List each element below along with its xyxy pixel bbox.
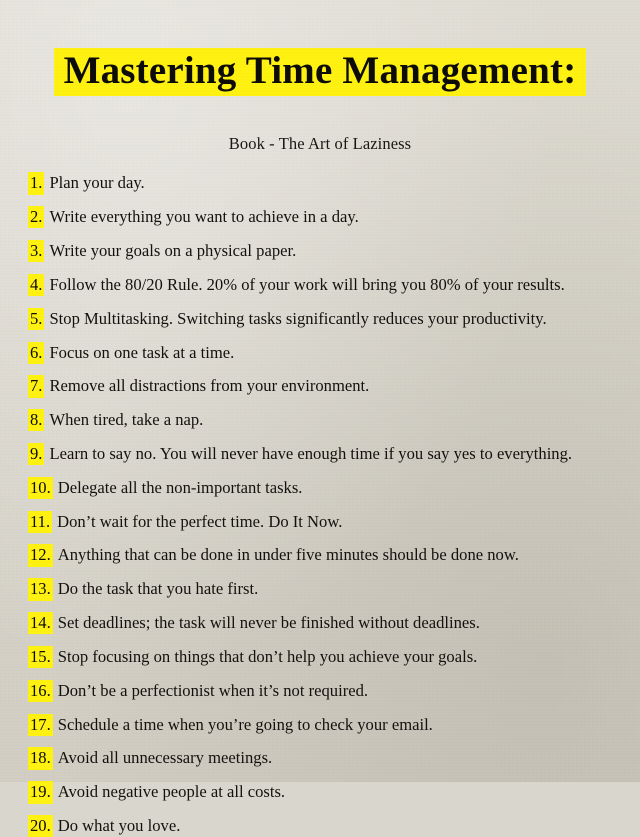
list-item-text: Write everything you want to achieve in a day.	[49, 207, 359, 227]
list-item-text: Avoid negative people at all costs.	[57, 782, 286, 802]
list-item	[28, 680, 614, 702]
list-item-number: 19.	[28, 781, 53, 803]
list-item	[28, 747, 614, 769]
list-item-text: Anything that can be done in under five minutes should be done now.	[57, 545, 519, 565]
list-item	[28, 477, 614, 499]
list-item-number: 14.	[28, 612, 53, 634]
list-item-number: 8.	[28, 409, 44, 431]
list-item-text: Write your goals on a physical paper.	[49, 241, 297, 261]
list-item	[28, 815, 614, 837]
list-item-number: 6.	[28, 342, 44, 364]
list-item-number: 11.	[28, 511, 52, 533]
list-item-text: Stop focusing on things that don’t help you achieve your goals.	[57, 646, 478, 666]
list-item	[28, 240, 614, 262]
list-item	[28, 578, 614, 600]
page-title: Mastering Time Management:	[54, 48, 587, 96]
list-item-text: Do the task that you hate first.	[57, 579, 259, 599]
list-item-text: Follow the 80/20 Rule. 20% of your work will bring you 80% of your results.	[49, 274, 565, 294]
list-item	[28, 714, 614, 736]
tips-list	[14, 172, 626, 837]
list-item-number: 16.	[28, 680, 53, 702]
list-item	[28, 781, 614, 803]
list-item	[28, 375, 614, 397]
list-item	[28, 172, 614, 194]
list-item	[28, 342, 614, 364]
list-item-text: Delegate all the non-important tasks.	[57, 477, 303, 497]
page-subtitle: Book - The Art of Laziness	[228, 134, 412, 154]
list-item-text: Avoid all unnecessary meetings.	[57, 748, 273, 768]
list-item	[28, 274, 614, 296]
list-item-number: 9.	[28, 443, 44, 465]
list-item	[28, 646, 614, 668]
list-item	[28, 409, 614, 431]
list-item	[28, 308, 614, 330]
list-item-text: Set deadlines; the task will never be finished without deadlines.	[57, 613, 480, 633]
list-item-text: Don’t wait for the perfect time. Do It Now.	[57, 511, 343, 531]
list-item-number: 18.	[28, 747, 53, 769]
list-item-number: 2.	[28, 206, 44, 228]
title-container	[14, 22, 626, 122]
list-item-text: Don’t be a perfectionist when it’s not required.	[57, 680, 369, 700]
list-item-number: 7.	[28, 375, 44, 397]
list-item-text: Do what you love.	[57, 816, 181, 836]
list-item-text: Focus on one task at a time.	[49, 342, 235, 362]
list-item-text: Remove all distractions from your environment.	[49, 376, 370, 396]
list-item-text: Plan your day.	[49, 173, 145, 193]
list-item-number: 3.	[28, 240, 44, 262]
list-item-number: 1.	[28, 172, 44, 194]
list-item-number: 10.	[28, 477, 53, 499]
list-item-text: When tired, take a nap.	[49, 410, 204, 430]
list-item-number: 5.	[28, 308, 44, 330]
list-item-number: 17.	[28, 714, 53, 736]
list-item	[28, 544, 614, 566]
list-item	[28, 443, 614, 465]
list-item-number: 15.	[28, 646, 53, 668]
list-item-number: 4.	[28, 274, 44, 296]
list-item-number: 13.	[28, 578, 53, 600]
list-item-text: Schedule a time when you’re going to check your email.	[57, 714, 433, 734]
list-item	[28, 612, 614, 634]
list-item-text: Stop Multitasking. Switching tasks significantly reduces your productivity.	[49, 308, 547, 328]
list-item-text: Learn to say no. You will never have enough time if you say yes to everything.	[49, 443, 573, 463]
list-item-number: 20.	[28, 815, 53, 837]
list-item	[28, 511, 614, 533]
list-item	[28, 206, 614, 228]
list-item-number: 12.	[28, 544, 53, 566]
